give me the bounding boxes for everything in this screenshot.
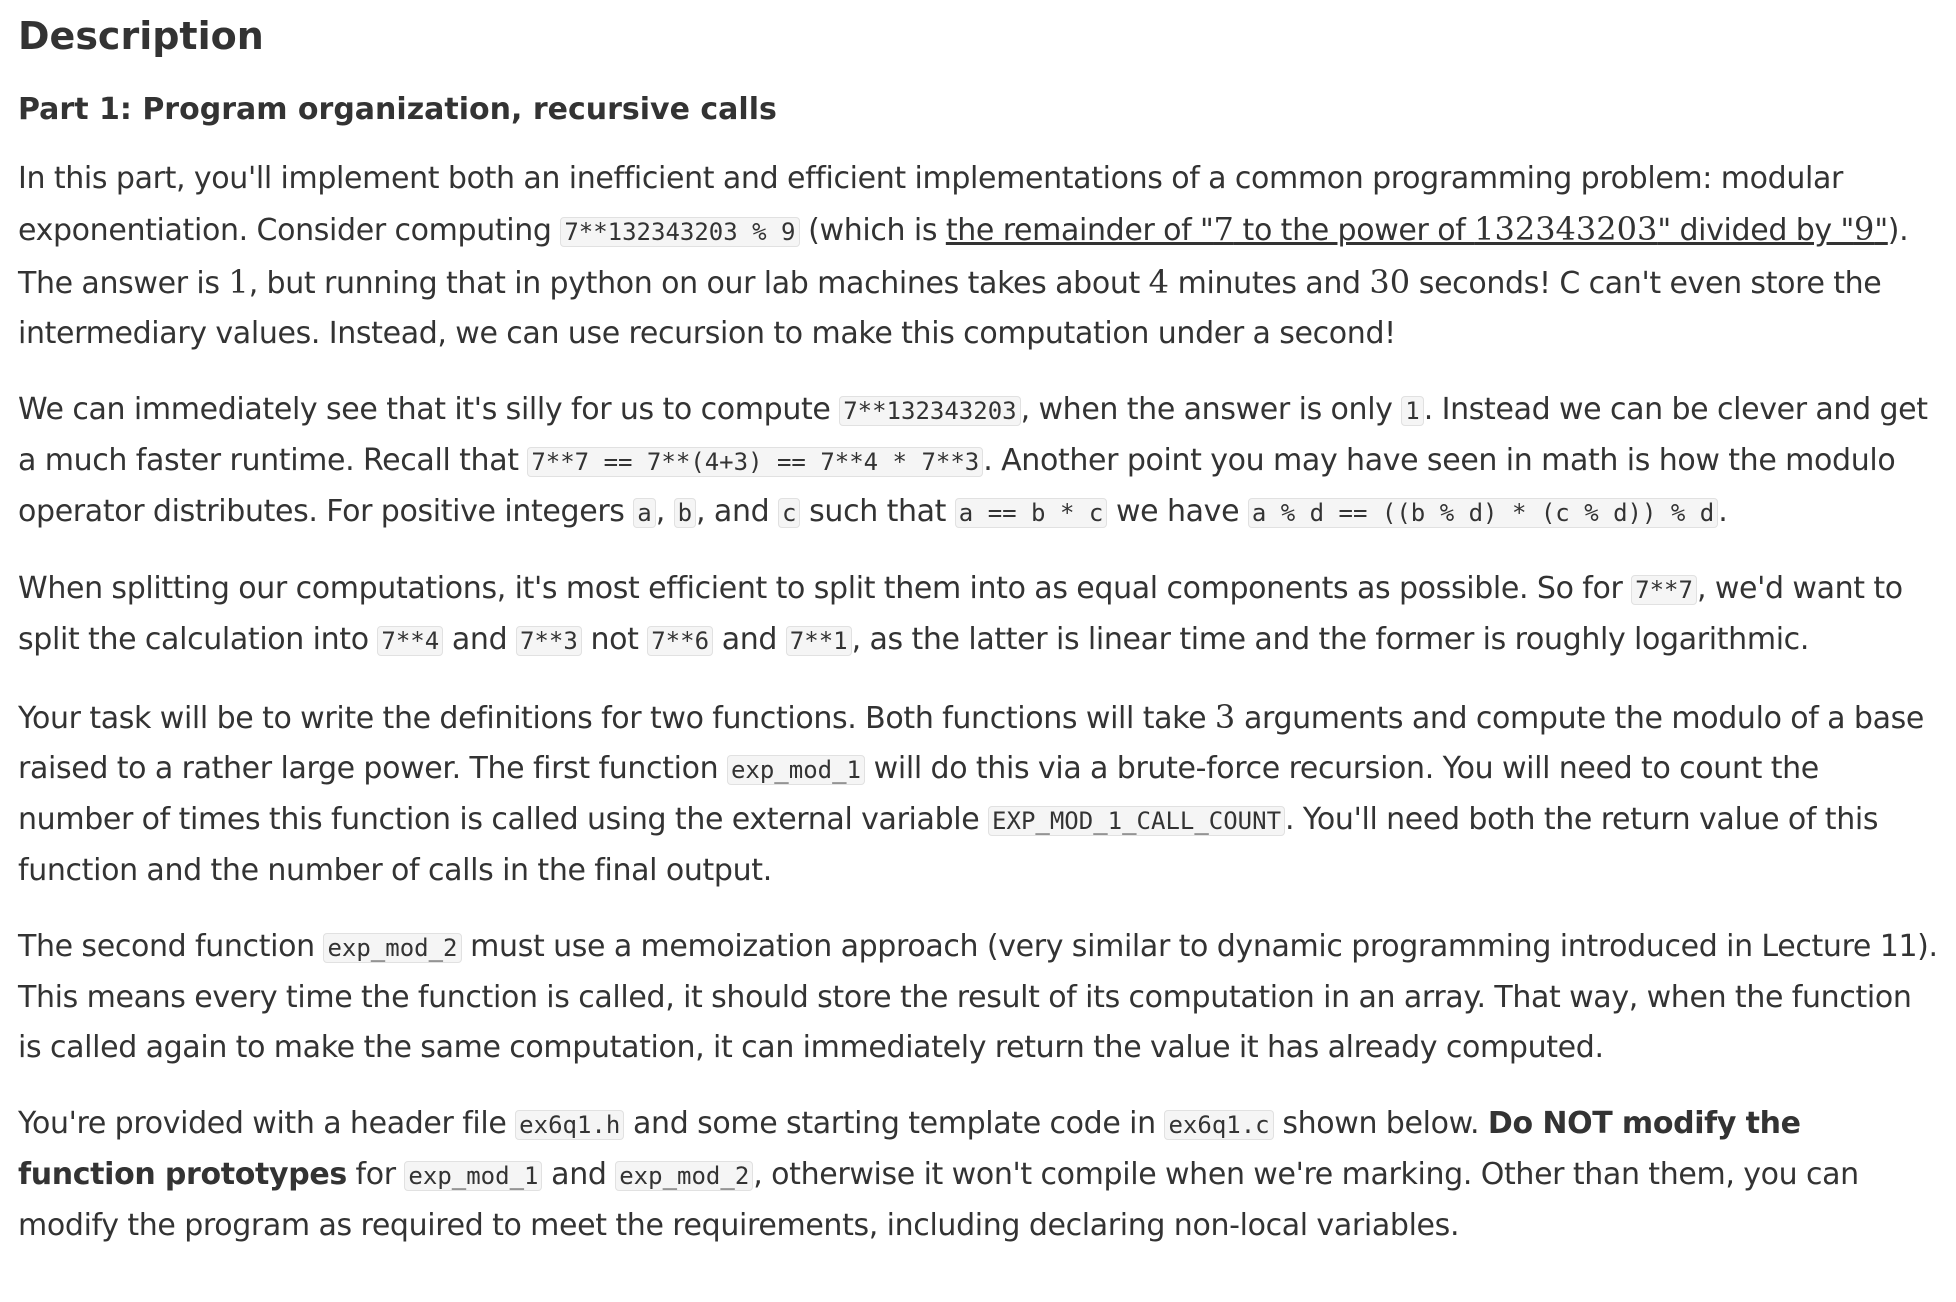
inline-code: c [778, 498, 800, 528]
text: and [713, 622, 786, 657]
math: 132343203 [1474, 210, 1658, 248]
text: " [1874, 213, 1888, 248]
inline-code: 1 [1401, 396, 1423, 426]
inline-code: exp_mod_1 [727, 755, 865, 785]
inline-code: 7**7 [1631, 575, 1697, 605]
text: , we'd want to split the calculation into [18, 571, 1903, 657]
text: arguments and compute the modulo of a base raised to a rather large power. The first function [18, 701, 1924, 786]
text: , otherwise it won't compile when we're marking. Other than them, you can modify the program as required to meet the requirements, including declaring non-local variables. [18, 1157, 1859, 1243]
explanation-link[interactable] [945, 210, 1888, 248]
text: , [655, 494, 674, 529]
text: and [542, 1157, 616, 1192]
inline-code: exp_mod_1 [404, 1161, 542, 1191]
inline-code: a % d == ((b % d) * (c % d)) % d [1248, 498, 1718, 528]
text: Your task will be to write the definitions for two functions. Both functions will take [18, 701, 1215, 736]
text: must use a memoization approach (very similar to dynamic programming introduced in Lecture 11). This means every time the function is called, it should store the result of its computation in an array. That way, when the function is called again to make the same computation, it can immediately return the value it has already computed. [18, 929, 1938, 1065]
text: , and [696, 494, 778, 529]
text: we have [1107, 494, 1248, 529]
inline-code: ex6q1.c [1164, 1110, 1273, 1140]
text: When splitting our computations, it's most efficient to split them into as equal components as possible. So for [18, 571, 1632, 606]
text: seconds! C can't even store the intermediary values. Instead, we can use recursion to make this computation under a second! [18, 266, 1882, 351]
inline-code: 7**4 [377, 626, 443, 656]
inline-code: exp_mod_2 [615, 1161, 753, 1191]
inline-code: exp_mod_2 [323, 933, 461, 963]
inline-code: 7**6 [647, 626, 713, 656]
text: . You'll need both the return value of this function and the number of calls in the final output. [18, 802, 1879, 888]
inline-code: 7**132343203 [839, 396, 1020, 426]
inline-code: EXP_MOD_1_CALL_COUNT [988, 806, 1285, 836]
inline-code: ex6q1.h [515, 1110, 624, 1140]
inline-code: 7**1 [786, 626, 852, 656]
math: 1 [228, 263, 249, 301]
section-title: Part 1: Program organization, recursive calls [18, 92, 777, 127]
page-title: Description [18, 14, 264, 58]
text: to the power of [1233, 213, 1475, 248]
inline-code: 7**7 == 7**(4+3) == 7**4 * 7**3 [527, 447, 983, 477]
paragraph-modulo [18, 385, 1938, 538]
inline-code: a == b * c [955, 498, 1108, 528]
inline-code: 7**3 [516, 626, 582, 656]
text: shown below. [1273, 1106, 1488, 1141]
text: We can immediately see that it's silly for us to compute [18, 392, 840, 427]
text: . Another point you may have seen in math is how the modulo operator distributes. For positive integers [18, 443, 1896, 529]
inline-code: b [674, 498, 696, 528]
paragraph-intro [18, 154, 1938, 359]
text: , as the latter is linear time and the former is roughly logarithmic. [851, 622, 1810, 657]
text: In this part, you'll implement both an inefficient and efficient implementations of a common programming problem: modular exponentiation. Consider computing [18, 161, 1843, 248]
math: 9 [1853, 210, 1875, 248]
text: . Instead we can be clever and get a much faster runtime. Recall that [18, 392, 1928, 478]
text: and some starting template code in [624, 1106, 1165, 1141]
text: minutes and [1168, 266, 1370, 301]
text: and [443, 622, 516, 657]
paragraph-splitting [18, 564, 1938, 666]
math: 3 [1214, 698, 1236, 736]
inline-code: 7**132343203 % 9 [560, 217, 799, 247]
text: " divided by " [1657, 213, 1854, 248]
math: 7 [1213, 210, 1234, 248]
paragraph-memoization [18, 922, 1938, 1073]
text: (which is [799, 213, 946, 248]
text: . [1718, 494, 1728, 529]
math: 4 [1148, 263, 1169, 301]
inline-code: a [633, 498, 655, 528]
text: The second function [18, 929, 324, 964]
text: will do this via a brute-force recursion. You will need to count the number of times this function is called using the external variable [18, 751, 1819, 837]
paragraph-provided-files [18, 1099, 1938, 1251]
paragraph-task [18, 692, 1938, 896]
math: 30 [1369, 263, 1411, 301]
text: not [581, 622, 648, 657]
text: for [346, 1157, 405, 1192]
text: ). The answer is [18, 213, 1909, 301]
text: , when the answer is only [1020, 392, 1402, 427]
text: the remainder of " [945, 213, 1214, 248]
text: , but running that in python on our lab machines takes about [248, 266, 1149, 301]
bold-warning: Do NOT modify the function prototypes [18, 1106, 1801, 1192]
text: such that [800, 494, 955, 529]
text: You're provided with a header file [18, 1106, 516, 1141]
